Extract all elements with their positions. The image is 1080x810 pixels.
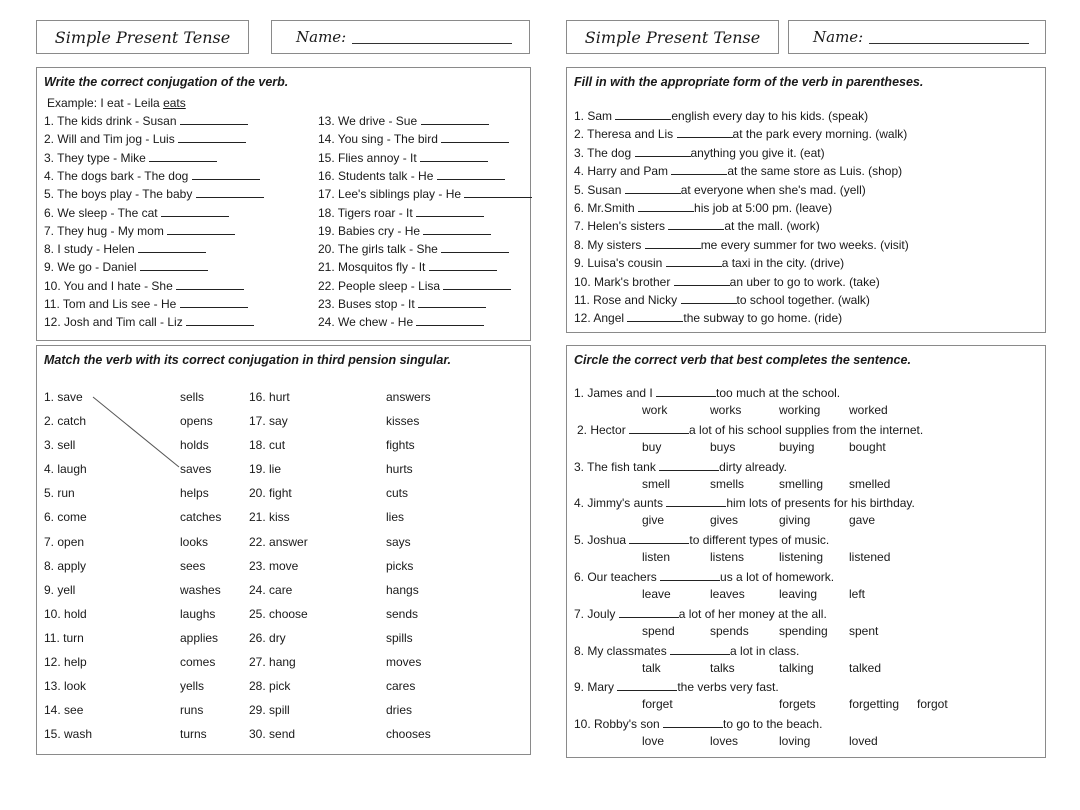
verb-option[interactable]: leaving — [779, 587, 818, 601]
fill-in-subject: 10. Mark's brother — [574, 274, 674, 289]
fill-in-item — [574, 182, 866, 198]
left-name-label: Name: — [296, 28, 347, 46]
conjugation-item — [318, 314, 484, 330]
answer-blank[interactable] — [660, 569, 720, 581]
answer-blank[interactable] — [441, 241, 509, 253]
example-answer: eats — [163, 96, 186, 110]
answer-blank[interactable] — [674, 274, 730, 286]
conjugation-prompt: 16. Students talk - He — [318, 168, 437, 183]
conjugation-prompt: 13. We drive - Sue — [318, 114, 421, 128]
answer-blank[interactable] — [176, 278, 244, 290]
circle-verb-rest: to different types of music. — [689, 533, 830, 548]
match-answer[interactable]: holds — [180, 438, 209, 453]
match-answer[interactable]: sends — [386, 606, 419, 621]
matching-panel — [36, 345, 531, 755]
match-answer[interactable]: sees — [180, 558, 206, 573]
match-answer[interactable]: lies — [386, 510, 405, 525]
answer-blank[interactable] — [416, 205, 484, 217]
verb-option[interactable]: forgot — [917, 697, 948, 712]
answer-blank[interactable] — [418, 296, 486, 308]
circle-verb-item — [574, 679, 779, 695]
fill-in-rest: his job at 5:00 pm. (leave) — [694, 201, 833, 215]
circle-verb-rest: a lot of her money at the all. — [678, 606, 827, 621]
match-verb[interactable]: 18. cut — [249, 438, 286, 453]
conjugation-prompt: 14. You sing - The bird — [318, 132, 442, 147]
conjugation-title: Write the correct conjugation of the verb. — [44, 75, 289, 89]
fill-in-item — [574, 274, 880, 290]
conjugation-item — [44, 241, 206, 257]
fill-in-rest: at the mall. (work) — [724, 219, 820, 234]
match-answer[interactable]: turns — [180, 727, 207, 742]
conjugation-prompt: 6. We sleep - The cat — [44, 205, 161, 220]
verb-option[interactable]: works — [710, 403, 742, 417]
conjugation-item — [44, 113, 248, 129]
fill-in-item — [574, 126, 907, 142]
match-answer[interactable]: hurts — [386, 462, 413, 477]
answer-blank[interactable] — [635, 145, 691, 157]
fill-in-rest: anything you give it. (eat) — [690, 145, 825, 160]
match-answer[interactable]: yells — [180, 679, 205, 694]
verb-option[interactable]: spends — [710, 623, 749, 638]
right-name-field[interactable] — [788, 20, 1046, 54]
answer-blank[interactable] — [429, 259, 497, 271]
verb-option[interactable]: buy — [642, 439, 662, 454]
answer-blank[interactable] — [437, 168, 505, 180]
answer-blank[interactable] — [149, 150, 217, 162]
circle-verb-item — [574, 643, 799, 659]
circle-verb-rest: us a lot of homework. — [720, 570, 835, 584]
circle-verb-item — [574, 606, 827, 622]
verb-option[interactable]: buys — [710, 439, 736, 454]
conjugation-item — [44, 314, 254, 330]
answer-blank[interactable] — [666, 255, 722, 267]
answer-blank[interactable] — [186, 314, 254, 326]
match-verb[interactable]: 5. run — [44, 486, 75, 501]
fill-in-item — [574, 108, 868, 124]
match-verb[interactable]: 10. hold — [44, 606, 87, 621]
verb-option[interactable]: listen — [642, 550, 671, 565]
fill-in-subject: 1. Sam — [574, 109, 616, 123]
match-verb[interactable]: 25. choose — [249, 606, 308, 621]
circle-verb-subject: 3. The fish tank — [574, 459, 660, 474]
answer-blank[interactable] — [668, 218, 724, 230]
circle-verb-rest: too much at the school. — [716, 386, 841, 400]
answer-blank[interactable] — [670, 643, 730, 655]
answer-blank[interactable] — [627, 310, 683, 322]
conjugation-prompt: 12. Josh and Tim call - Liz — [44, 315, 187, 330]
conjugation-item — [318, 296, 486, 312]
fill-in-rest: a taxi in the city. (drive) — [721, 256, 845, 271]
match-verb[interactable]: 29. spill — [249, 703, 290, 718]
conjugation-prompt: 22. People sleep - Lisa — [318, 278, 444, 293]
match-answer[interactable]: applies — [180, 630, 219, 645]
left-name-field[interactable] — [271, 20, 530, 54]
match-answer[interactable]: says — [386, 534, 411, 549]
circle-verb-rest: dirty already. — [719, 459, 787, 474]
answer-blank[interactable] — [423, 223, 491, 235]
match-answer[interactable]: fights — [386, 438, 415, 453]
circle-verb-subject: 6. Our teachers — [574, 570, 661, 584]
fill-in-item — [574, 145, 825, 161]
circle-verb-item — [574, 716, 822, 732]
verb-option[interactable]: smelled — [849, 476, 891, 491]
match-answer[interactable]: washes — [180, 582, 221, 597]
circle-verb-subject: 8. My classmates — [574, 643, 671, 658]
match-verb[interactable]: 3. sell — [44, 438, 76, 453]
verb-option[interactable]: loved — [849, 734, 878, 749]
verb-option[interactable]: spent — [849, 623, 879, 638]
match-answer[interactable]: moves — [386, 655, 422, 670]
fill-in-subject: 12. Angel — [574, 311, 628, 326]
conjugation-prompt: 17. Lee's siblings play - He — [318, 187, 465, 202]
fill-in-subject: 4. Harry and Pam — [574, 164, 672, 179]
circle-verb-rest: to go to the beach. — [723, 717, 823, 732]
left-title-text: Simple Present Tense — [54, 27, 231, 47]
right-title-text: Simple Present Tense — [584, 27, 761, 47]
match-answer[interactable]: answers — [386, 390, 431, 404]
fill-in-subject: 5. Susan — [574, 182, 625, 197]
circle-verb-item — [574, 532, 829, 548]
match-verb[interactable]: 14. see — [44, 703, 84, 718]
fill-in-rest: an uber to go to work. (take) — [729, 274, 880, 289]
answer-blank[interactable] — [180, 296, 248, 308]
conjugation-example — [47, 96, 186, 111]
conjugation-prompt: 11. Tom and Lis see - He — [44, 297, 180, 311]
answer-blank[interactable] — [161, 205, 229, 217]
match-verb[interactable]: 1. save — [44, 390, 83, 404]
conjugation-prompt: 5. The boys play - The baby — [44, 187, 196, 202]
verb-option[interactable]: spending — [779, 623, 828, 638]
conjugation-item — [318, 223, 491, 239]
fill-in-rest: at the same store as Luis. (shop) — [727, 164, 903, 179]
match-answer[interactable]: saves — [180, 462, 212, 477]
circle-verb-item — [574, 569, 834, 585]
right-name-line — [869, 30, 1029, 44]
fill-in-panel — [566, 67, 1046, 333]
verb-option[interactable]: leave — [642, 587, 671, 601]
match-answer[interactable]: helps — [180, 486, 209, 501]
verb-option[interactable]: smelling — [779, 476, 824, 491]
fill-in-rest: at everyone when she's mad. (yell) — [680, 182, 866, 197]
conjugation-item — [44, 205, 229, 221]
fill-in-item — [574, 163, 902, 179]
circle-verb-subject: 10. Robby's son — [574, 717, 664, 732]
match-answer[interactable]: dries — [386, 703, 413, 718]
conjugation-prompt: 20. The girls talk - She — [318, 242, 442, 257]
verb-option[interactable]: listens — [710, 550, 745, 565]
match-verb[interactable]: 13. look — [44, 679, 87, 694]
conjugation-prompt: 24. We chew - He — [318, 315, 417, 330]
conjugation-item — [44, 278, 244, 294]
fill-in-rest: to school together. (walk) — [736, 293, 870, 307]
match-answer[interactable]: hangs — [386, 582, 419, 597]
conjugation-prompt: 10. You and I hate - She — [44, 278, 177, 293]
match-verb[interactable]: 26. dry — [249, 630, 286, 645]
answer-blank[interactable] — [441, 131, 509, 143]
verb-option[interactable]: worked — [849, 403, 888, 417]
circle-verb-subject: 5. Joshua — [574, 533, 630, 548]
match-answer[interactable]: opens — [180, 414, 213, 429]
circle-verb-rest: a lot in class. — [730, 643, 800, 658]
circle-verb-rest: him lots of presents for his birthday. — [726, 496, 915, 511]
conjugation-item — [318, 205, 484, 221]
verb-option[interactable]: talk — [642, 660, 661, 675]
match-answer[interactable]: comes — [180, 655, 216, 670]
match-verb[interactable]: 21. kiss — [249, 510, 290, 525]
match-verb[interactable]: 30. send — [249, 727, 296, 742]
circle-verb-item — [574, 385, 840, 401]
verb-option[interactable]: talked — [849, 660, 882, 675]
answer-blank[interactable] — [416, 314, 484, 326]
answer-blank[interactable] — [615, 108, 671, 120]
fill-in-rest: the subway to go home. (ride) — [683, 311, 843, 326]
conjugation-prompt: 21. Mosquitos fly - It — [318, 260, 429, 275]
circle-verb-rest: the verbs very fast. — [677, 680, 779, 695]
answer-blank[interactable] — [196, 186, 264, 198]
left-name-line — [352, 30, 512, 44]
match-verb[interactable]: 16. hurt — [249, 390, 290, 404]
match-verb[interactable]: 4. laugh — [44, 462, 87, 477]
answer-blank[interactable] — [617, 679, 677, 691]
answer-blank[interactable] — [629, 532, 689, 544]
answer-blank[interactable] — [443, 278, 511, 290]
verb-option[interactable]: gives — [710, 513, 739, 528]
match-answer[interactable]: runs — [180, 703, 204, 718]
conjugation-item — [44, 131, 246, 147]
verb-option[interactable]: forgetting — [849, 697, 900, 712]
conjugation-prompt: 2. Will and Tim jog - Luis — [44, 132, 179, 147]
conjugation-prompt: 7. They hug - My mom — [44, 223, 168, 238]
conjugation-item — [44, 168, 260, 184]
verb-option[interactable]: talks — [710, 660, 735, 675]
fill-in-subject: 6. Mr.Smith — [574, 201, 639, 215]
verb-option[interactable]: giving — [779, 513, 811, 528]
verb-option[interactable]: buying — [779, 439, 815, 454]
verb-option[interactable]: smell — [642, 476, 671, 491]
conjugation-prompt: 23. Buses stop - It — [318, 297, 419, 311]
circle-verb-subject: 7. Jouly — [574, 606, 619, 621]
answer-blank[interactable] — [681, 292, 737, 304]
fill-in-subject: 7. Helen's sisters — [574, 219, 669, 234]
conjugation-item — [318, 259, 497, 275]
verb-option[interactable]: forgets — [779, 697, 816, 712]
answer-blank[interactable] — [645, 237, 701, 249]
left-worksheet-title — [36, 20, 249, 54]
fill-in-subject: 9. Luisa's cousin — [574, 256, 666, 271]
fill-in-item — [574, 237, 909, 253]
match-answer[interactable]: looks — [180, 534, 209, 549]
verb-option[interactable]: forget — [642, 697, 673, 712]
conjugation-item — [44, 223, 235, 239]
verb-option[interactable]: smells — [710, 476, 745, 491]
match-answer[interactable]: cuts — [386, 486, 409, 501]
verb-option[interactable]: leaves — [710, 587, 745, 601]
conjugation-panel — [36, 67, 531, 341]
answer-blank[interactable] — [671, 163, 727, 175]
answer-blank[interactable] — [178, 131, 246, 143]
right-name-label: Name: — [813, 28, 864, 46]
match-answer[interactable]: chooses — [386, 727, 431, 742]
answer-blank[interactable] — [180, 113, 248, 125]
answer-blank[interactable] — [140, 259, 208, 271]
match-verb[interactable]: 6. come — [44, 510, 87, 525]
match-verb[interactable]: 8. apply — [44, 558, 87, 573]
circle-verb-panel — [566, 345, 1046, 758]
match-verb[interactable]: 7. open — [44, 534, 85, 549]
example-prefix: Example: I eat - Leila — [47, 96, 164, 110]
circle-verb-item — [574, 495, 915, 511]
answer-blank[interactable] — [421, 113, 489, 125]
verb-option[interactable]: loving — [779, 734, 811, 749]
answer-blank[interactable] — [619, 606, 679, 618]
circle-verb-subject: 2. Hector — [577, 422, 630, 437]
right-worksheet-title — [566, 20, 779, 54]
conjugation-item — [318, 131, 509, 147]
circle-verb-item — [574, 459, 787, 475]
fill-in-item — [574, 255, 844, 271]
matching-title: Match the verb with its correct conjugation in third pension singular. — [44, 353, 451, 367]
circle-verb-subject: 1. James and I — [574, 386, 657, 400]
match-verb[interactable]: 23. move — [249, 558, 299, 573]
match-answer[interactable]: kisses — [386, 414, 420, 429]
answer-blank[interactable] — [663, 716, 723, 728]
fill-in-item — [574, 292, 870, 308]
verb-option[interactable]: loves — [710, 734, 739, 749]
match-verb[interactable]: 22. answer — [249, 534, 308, 549]
answer-blank[interactable] — [138, 241, 206, 253]
match-answer[interactable]: picks — [386, 558, 414, 573]
match-verb[interactable]: 19. lie — [249, 462, 282, 477]
verb-option[interactable]: love — [642, 734, 665, 749]
match-answer[interactable]: sells — [180, 390, 205, 404]
fill-in-rest: english every day to his kids. (speak) — [671, 109, 869, 123]
verb-option[interactable]: give — [642, 513, 665, 528]
conjugation-item — [44, 150, 217, 166]
answer-blank[interactable] — [167, 223, 235, 235]
verb-option[interactable]: spend — [642, 623, 675, 638]
match-verb[interactable]: 9. yell — [44, 582, 76, 597]
match-answer[interactable]: spills — [386, 630, 413, 645]
answer-blank[interactable] — [677, 126, 733, 138]
conjugation-prompt: 3. They type - Mike — [44, 150, 150, 165]
conjugation-item — [318, 150, 488, 166]
fill-in-rest: me every summer for two weeks. (visit) — [700, 237, 909, 252]
fill-in-subject: 3. The dog — [574, 145, 635, 160]
fill-in-title: Fill in with the appropriate form of the verb in parentheses. — [574, 75, 924, 89]
conjugation-item — [318, 278, 511, 294]
verb-option[interactable]: left — [849, 587, 866, 601]
fill-in-subject: 2. Theresa and Lis — [574, 127, 677, 142]
fill-in-item — [574, 218, 820, 234]
fill-in-item — [574, 310, 842, 326]
answer-blank[interactable] — [625, 182, 681, 194]
circle-verb-subject: 9. Mary — [574, 680, 618, 695]
conjugation-item — [318, 168, 505, 184]
conjugation-item — [318, 113, 489, 129]
fill-in-subject: 8. My sisters — [574, 237, 645, 252]
conjugation-prompt: 8. I study - Helen — [44, 242, 139, 257]
answer-blank[interactable] — [656, 385, 716, 397]
conjugation-prompt: 15. Flies annoy - It — [318, 150, 421, 165]
fill-in-subject: 11. Rose and Nicky — [574, 293, 681, 307]
match-verb[interactable]: 20. fight — [249, 486, 292, 501]
match-verb[interactable]: 17. say — [249, 414, 288, 429]
answer-blank[interactable] — [420, 150, 488, 162]
fill-in-rest: at the park every morning. (walk) — [732, 127, 908, 142]
conjugation-prompt: 9. We go - Daniel — [44, 260, 140, 275]
conjugation-item — [318, 241, 509, 257]
circle-verb-rest: a lot of his school supplies from the internet. — [689, 422, 924, 437]
answer-blank[interactable] — [464, 186, 532, 198]
verb-option[interactable]: gave — [849, 513, 876, 528]
answer-blank[interactable] — [629, 422, 689, 434]
verb-option[interactable]: working — [779, 403, 821, 417]
match-answer[interactable]: catches — [180, 510, 222, 525]
answer-blank[interactable] — [666, 495, 726, 507]
verb-option[interactable]: work — [642, 403, 668, 417]
conjugation-item — [44, 186, 264, 202]
match-answer[interactable]: laughs — [180, 606, 216, 621]
circle-verb-title: Circle the correct verb that best completes the sentence. — [574, 353, 911, 367]
match-verb[interactable]: 11. turn — [44, 630, 84, 645]
fill-in-item — [574, 200, 832, 216]
match-verb[interactable]: 28. pick — [249, 679, 291, 694]
match-answer[interactable]: cares — [386, 679, 416, 694]
conjugation-prompt: 18. Tigers roar - It — [318, 205, 417, 220]
conjugation-prompt: 4. The dogs bark - The dog — [44, 168, 192, 183]
verb-option[interactable]: listened — [849, 550, 891, 565]
conjugation-prompt: 1. The kids drink - Susan — [44, 114, 180, 128]
match-verb[interactable]: 2. catch — [44, 414, 87, 429]
conjugation-item — [44, 259, 208, 275]
conjugation-item — [318, 186, 532, 202]
circle-verb-item — [577, 422, 923, 438]
conjugation-prompt: 19. Babies cry - He — [318, 223, 424, 238]
verb-option[interactable]: talking — [779, 660, 814, 675]
answer-blank[interactable] — [659, 459, 719, 471]
match-verb[interactable]: 24. care — [249, 582, 293, 597]
verb-option[interactable]: bought — [849, 439, 886, 454]
conjugation-item — [44, 296, 248, 312]
match-verb[interactable]: 27. hang — [249, 655, 296, 670]
match-verb[interactable]: 12. help — [44, 655, 87, 670]
answer-blank[interactable] — [638, 200, 694, 212]
match-verb[interactable]: 15. wash — [44, 727, 93, 742]
verb-option[interactable]: listening — [779, 550, 824, 565]
answer-blank[interactable] — [192, 168, 260, 180]
circle-verb-subject: 4. Jimmy's aunts — [574, 496, 667, 511]
